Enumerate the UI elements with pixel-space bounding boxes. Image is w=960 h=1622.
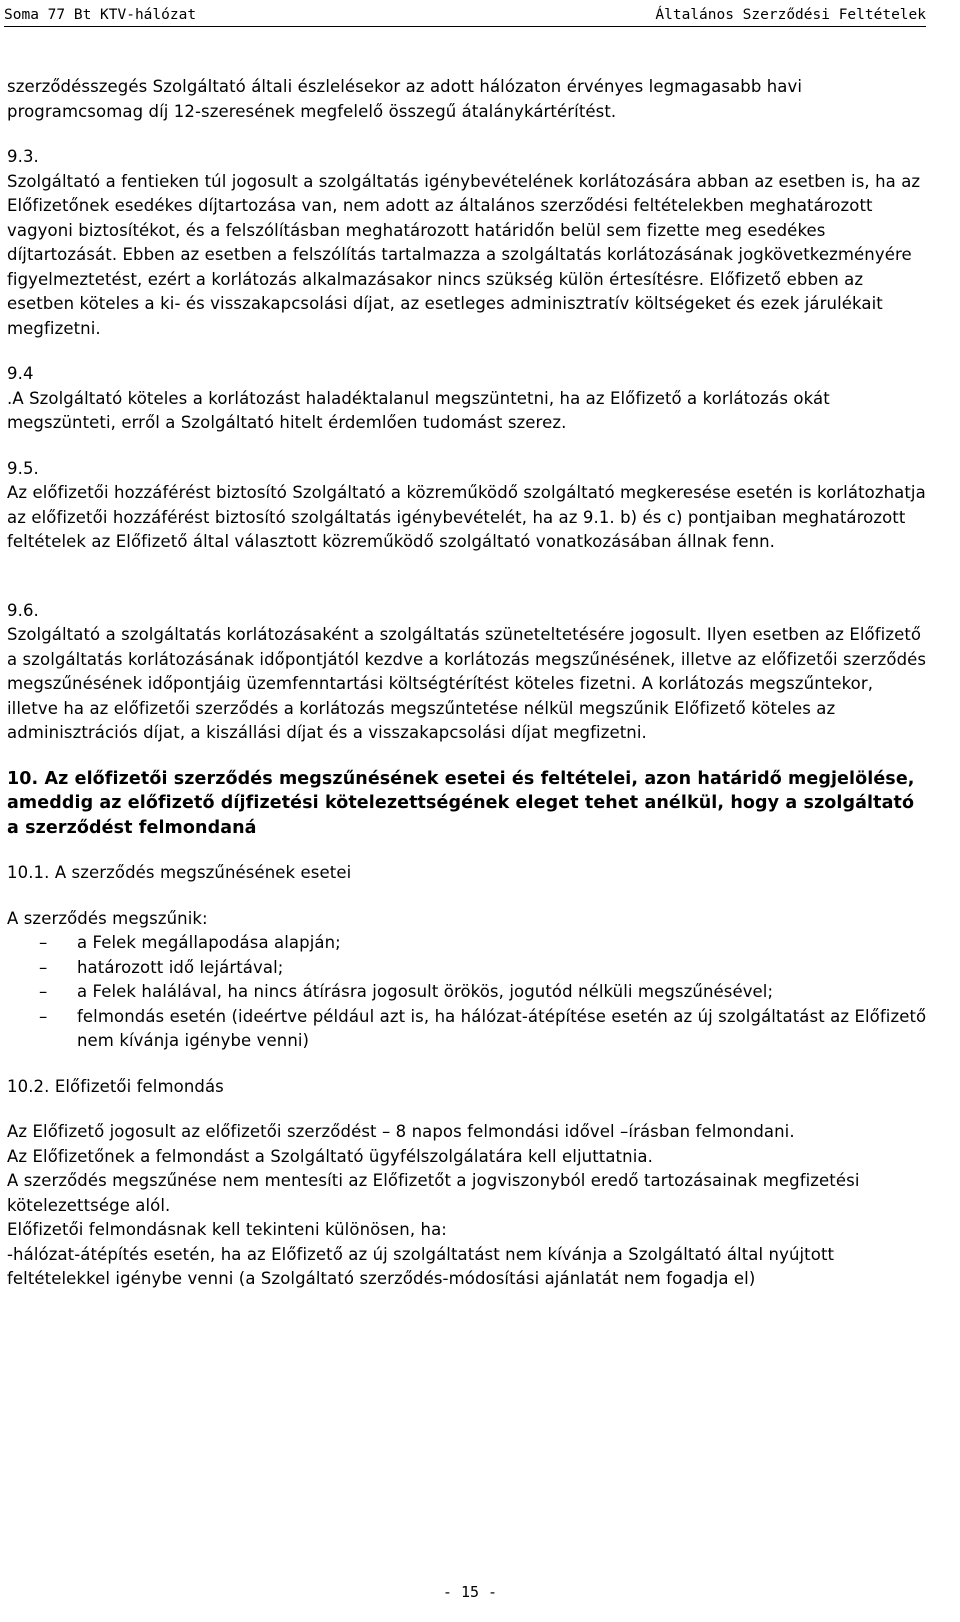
- section-9-4-text: .A Szolgáltató köteles a korlátozást haladéktalanul megszüntetni, ha az Előfizető a korlátozás okát megszünteti, erről a Szolgáltató hitelt érdemlően tudomást szerez.: [7, 388, 830, 432]
- dash-marker: –: [39, 957, 48, 977]
- section-9-6-text: Szolgáltató a szolgáltatás korlátozásaként a szolgáltatás szüneteltetésére jogosult. Ilyen esetben az Előfizető a szolgáltatás korlátozásának időpontjától kezdve a korlátozás megszűnésének, illetve az előfizetői szerződés megszűnésének időpontjáig üzemfenntartási költségtérítést köteles fizetni. A korlátozás megszűntekor, illetve ha az előfizetői szerződés a korlátozás megszűntetése nélkül megszűnik Előfizető köteles az adminisztrációs díjat, a kiszállási díjat és a visszakapcsolási díjat megfizetni.: [7, 625, 927, 742]
- page-number: - 15 -: [442, 1583, 498, 1601]
- header-company: Soma 77 Bt KTV-hálózat: [4, 7, 197, 23]
- dash-marker: –: [39, 933, 48, 952]
- list-item-text: határozott idő lejártával;: [77, 957, 284, 977]
- section-10-2-title: 10.2. Előfizetői felmondás: [7, 1076, 224, 1096]
- list-item: [7, 956, 927, 981]
- header-document-title: Általános Szerződési Feltételek: [655, 7, 926, 23]
- dash-marker: –: [39, 1006, 48, 1026]
- list-item: [7, 1005, 927, 1054]
- intro-paragraph: szerződésszegés Szolgáltató általi észlelésekor az adott hálózaton érvényes legmagasabb havi programcsomag díj 12-szeresének megfelelő összegű átalánykártérítést.: [7, 77, 803, 121]
- section-9-6-number: 9.6.: [7, 600, 39, 620]
- termination-cases-list: [7, 931, 927, 1054]
- list-item-text: felmondás esetén (ideértve például azt is, ha hálózat-átépítése esetén az új szolgáltatást az Előfizető nem kívánja igénybe venni): [77, 1006, 927, 1050]
- list-item-text: a Felek halálával, ha nincs átírásra jogosult örökös, jogutód nélküli megszűnésével;: [77, 982, 774, 1001]
- section-10-heading: 10. Az előfizetői szerződés megszűnésének esetei és feltételei, azon határidő megjelölése, ameddig az előfizető díjfizetési kötelezettségének eleget tehet anélkül, hogy a szolgáltató a szerződést felmondaná: [7, 768, 915, 838]
- list-item-text: a Felek megállapodása alapján;: [77, 933, 341, 952]
- dash-marker: –: [39, 982, 48, 1001]
- section-9-4-number: 9.4: [7, 364, 34, 383]
- document-body: [7, 75, 927, 1292]
- section-10-1-lead: A szerződés megszűnik:: [7, 908, 208, 928]
- section-10-2-paragraph-4: Előfizetői felmondásnak kell tekinteni különösen, ha:: [7, 1220, 447, 1239]
- section-10-2-paragraph-3: A szerződés megszűnése nem mentesíti az Előfizetőt a jogviszonyból eredő tartozásainak megfizetési kötelezettsége alól.: [7, 1171, 860, 1215]
- page-header: [4, 4, 926, 27]
- section-9-3-number: 9.3.: [7, 147, 39, 166]
- section-9-3-text: Szolgáltató a fentieken túl jogosult a szolgáltatás igénybevételének korlátozására abban az esetben is, ha az Előfizetőnek esedékes díjtartozása van, nem adott az általános szerződési feltételekben meghatározott vagyoni biztosítékot, és a felszólításban meghatározott határidőn belül sem fizette meg esedékes díjtartozását. Ebben az esetben a felszólítás tartalmazza a szolgáltatás korlátozásának jogkövetkezményére figyelmeztetést, ezért a korlátozás alkalmazásakor nincs szükség külön értesítésre. Előfizető ebben az esetben köteles a ki- és visszakapcsolási díjat, az esetleges adminisztratív költségeket és ezek járulékait megfizetni.: [7, 171, 921, 338]
- section-10-2-paragraph-2: Az Előfizetőnek a felmondást a Szolgáltató ügyfélszolgálatára kell eljuttatnia.: [7, 1146, 653, 1166]
- section-10-2-paragraph-5: -hálózat-átépítés esetén, ha az Előfizető az új szolgáltatást nem kívánja a Szolgáltató által nyújtott feltételekkel igénybe venni (a Szolgáltató szerződés-módosítási ajánlatát nem fogadja el): [7, 1244, 835, 1288]
- section-9-5-number: 9.5.: [7, 458, 39, 478]
- section-9-5-text: Az előfizetői hozzáférést biztosító Szolgáltató a közreműködő szolgáltató megkeresése esetén is korlátozhatja az előfizetői hozzáférést biztosító szolgáltatás igénybevételét, ha az 9.1. b) és c) pontjaiban meghatározott feltételek az Előfizető által választott közreműködő szolgáltató vonatkozásában állnak fenn.: [7, 483, 926, 551]
- list-item: [7, 931, 927, 956]
- section-10-1-title: 10.1. A szerződés megszűnésének esetei: [7, 863, 352, 882]
- section-10-2-paragraph-1: Az Előfizető jogosult az előfizetői szerződést – 8 napos felmondási idővel –írásban felmondani.: [7, 1122, 795, 1141]
- list-item: [7, 980, 927, 1005]
